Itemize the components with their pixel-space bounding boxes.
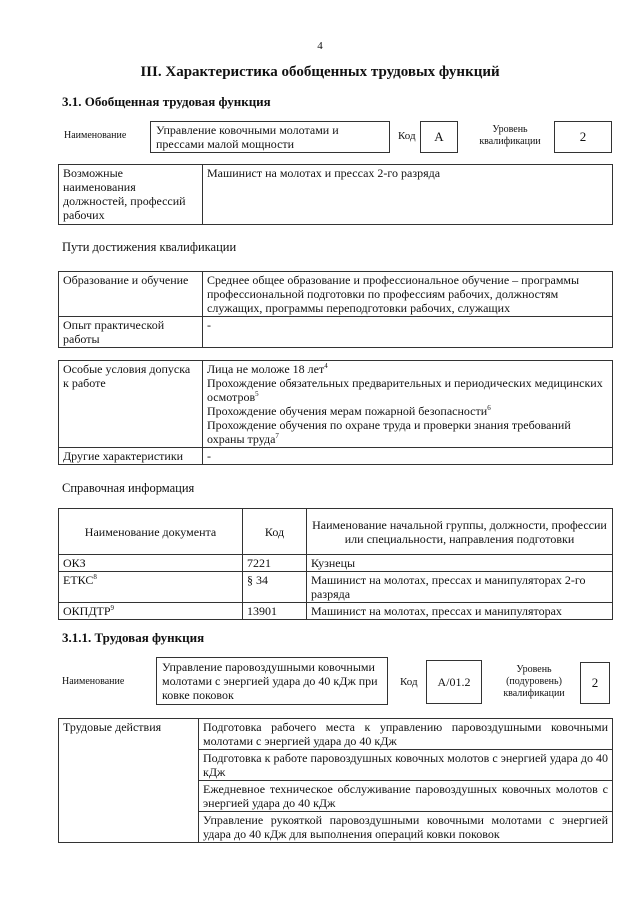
section-title: III. Характеристика обобщенных трудовых функций: [140, 64, 500, 80]
tf-code-value: А/01.2: [426, 660, 482, 704]
tf-name-label: Наименование: [62, 676, 125, 687]
tf-name-value: Управление паровоздушными ковочными молотами с энергией удара до 40 кДж при ковке поковок: [156, 657, 388, 705]
gtf-level-value: 2: [554, 121, 612, 153]
education-table: [58, 271, 613, 348]
ref-header-doc: Наименование документа: [59, 509, 243, 555]
tf-level-value: 2: [580, 662, 610, 704]
gtf-code-label: Код: [398, 130, 416, 142]
table-row: ОКПДТР$^9$ 13901 Машинист на молотах, прессах и манипуляторах: [59, 603, 613, 620]
admission-item: Прохождение обучения мерам пожарной безопасности$^6$: [207, 404, 491, 418]
other-value: -: [203, 448, 613, 465]
ref-header-code: Код: [243, 509, 307, 555]
table-row: ОКЗ 7221 Кузнецы: [59, 555, 613, 572]
admission-item: Лица не моложе 18 лет$^4$: [207, 362, 328, 376]
positions-value: Машинист на молотах и прессах 2-го разряда: [203, 165, 613, 225]
admission-label: Особые условия допуска к работе: [59, 361, 203, 448]
positions-table: [58, 164, 613, 225]
experience-value: -: [203, 317, 613, 348]
tf-level-label: Уровень (подуровень) квалификации: [503, 664, 565, 699]
reference-table: [58, 508, 613, 620]
labor-action-item: Подготовка рабочего места к управлению паровоздушными ковочными молотами с энергией удара до 40 кДж: [199, 719, 613, 750]
gtf-name-value: Управление ковочными молотами и прессами малой мощности: [150, 121, 390, 153]
education-value: Среднее общее образование и профессиональное обучение – программы профессиональной подготовки по профессиям рабочих, должностям служащих, программы переподготовки рабочих, служащих: [203, 272, 613, 317]
labor-actions-label: Трудовые действия: [59, 719, 199, 843]
ref-header-name: Наименование начальной группы, должности, профессии или специальности, направления подготовки: [307, 509, 613, 555]
experience-label: Опыт практической работы: [59, 317, 203, 348]
admission-item: Прохождение обязательных предварительных и периодических медицинских осмотров$^5$: [207, 376, 603, 404]
gtf-heading: 3.1. Обобщенная трудовая функция: [62, 94, 271, 109]
tf-heading: 3.1.1. Трудовая функция: [62, 630, 205, 645]
gtf-code-value: А: [420, 121, 458, 153]
other-label: Другие характеристики: [59, 448, 203, 465]
paths-heading: Пути достижения квалификации: [62, 240, 237, 254]
page-number: 4: [317, 40, 323, 52]
admission-items: [203, 361, 613, 448]
education-label: Образование и обучение: [59, 272, 203, 317]
labor-action-item: Ежедневное техническое обслуживание паровоздушных ковочных молотов с энергией удара до 40 кДж: [199, 781, 613, 812]
labor-action-item: Управление рукояткой паровоздушными ковочными молотами с энергией удара до 40 кДж для выполнения операций ковки поковок: [199, 812, 613, 843]
positions-label: Возможные наименования должностей, профессий рабочих: [59, 165, 203, 225]
reference-heading: Справочная информация: [62, 481, 195, 495]
labor-action-item: Подготовка к работе паровоздушных ковочных молотов с энергией удара до 40 кДж: [199, 750, 613, 781]
admission-table: [58, 360, 613, 465]
gtf-level-label: Уровень квалификации: [479, 124, 541, 147]
tf-code-label: Код: [400, 676, 418, 688]
labor-actions-table: [58, 718, 613, 843]
table-row: ЕТКС$^8$ § 34 Машинист на молотах, прессах и манипуляторах 2-го разряда: [59, 572, 613, 603]
admission-item: Прохождение обучения по охране труда и проверки знания требований охраны труда$^7$: [207, 418, 571, 446]
gtf-name-label: Наименование: [64, 130, 127, 141]
